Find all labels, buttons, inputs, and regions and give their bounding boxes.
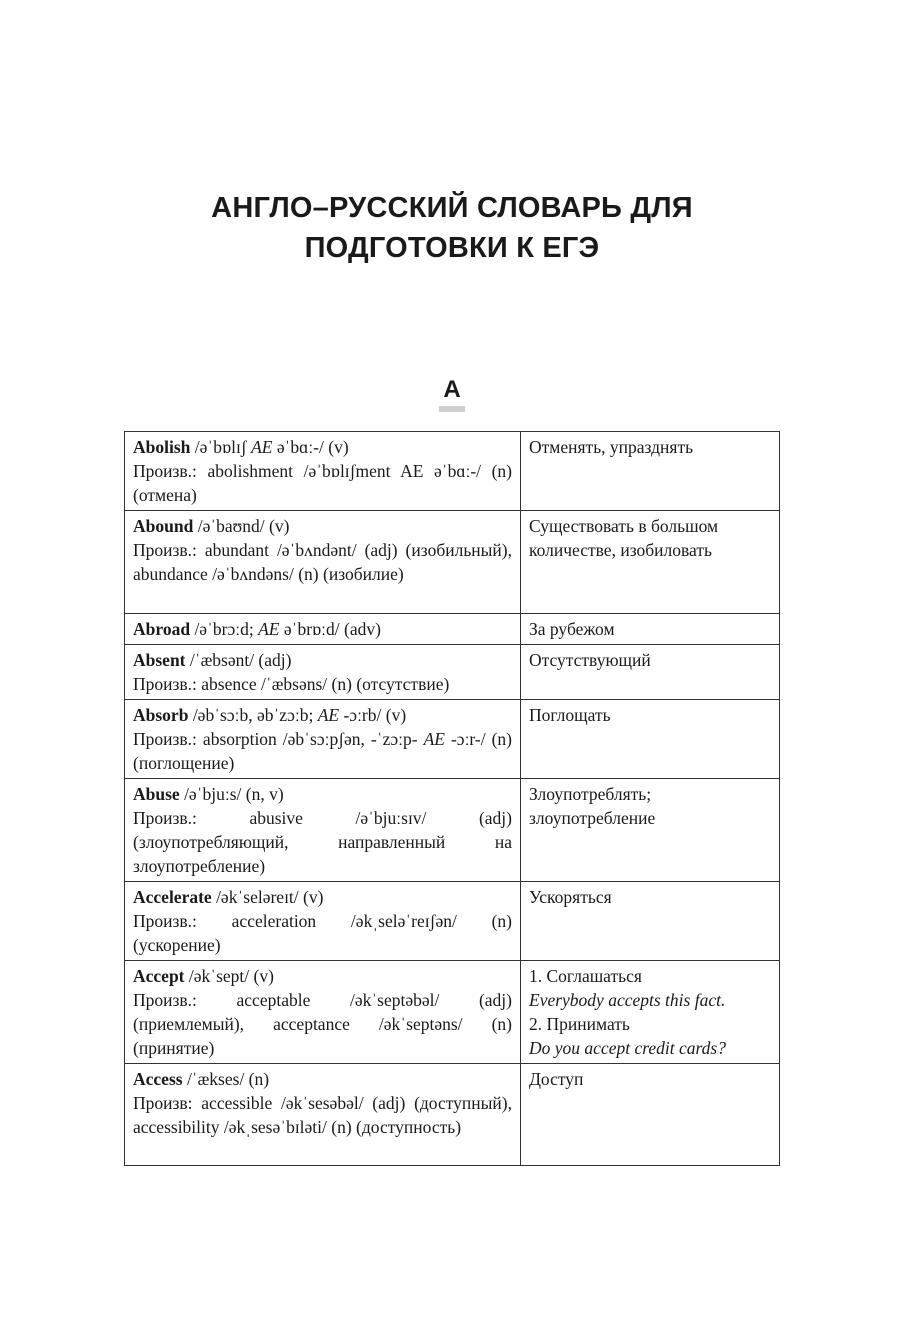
derived-forms [133,727,512,775]
pronunciation: /əˈbjuːs/ (n, v) [179,784,284,804]
table-row [125,614,780,645]
translation-cell [521,779,780,882]
headword: Accept [133,966,185,986]
page-title-line-2: ПОДГОТОВКИ К ЕГЭ [304,232,600,264]
pronunciation-ae: əˈbrɒːd/ (adv) [279,619,381,639]
entry-cell [125,432,521,511]
table-row [125,645,780,700]
pronunciation: /əbˈsɔːb, əbˈzɔːb; [188,705,318,725]
pronunciation: /əkˈsept/ (v) [184,966,274,986]
entry-cell [125,779,521,882]
table-row [125,882,780,961]
headword: Abroad [133,619,191,639]
translation: Злоупотреблять; злоупотребление [529,784,656,828]
section-header [0,376,904,412]
translation: Отсутствующий [529,650,651,670]
headword: Abuse [133,784,180,804]
table-row [125,961,780,1064]
headword: Accelerate [133,887,212,907]
entry-cell [125,614,521,645]
translation-cell [521,614,780,645]
pronunciation: /əˈbaʊnd/ (v) [193,516,290,536]
ae-label: AE [251,437,273,457]
derived-forms: Произв.: abundant /əˈbʌndənt/ (adj) (изобильный), abundance /əˈbʌndəns/ (n) (изобилие) [133,540,512,584]
derived-forms: Произв.: abusive /əˈbjuːsɪv/ (adj) (злоупотребляющий, направленный на злоупотребление) [133,808,512,876]
table-row [125,1064,780,1166]
pronunciation-ae: -ɔːrb/ (v) [339,705,407,725]
headword: Absent [133,650,186,670]
ae-label: AE [317,705,340,725]
table-row [125,511,780,614]
translation: Доступ [529,1069,584,1089]
entry-cell [125,1064,521,1166]
translation-cell [521,700,780,779]
page-title-line-1: АНГЛО–РУССКИЙ СЛОВАРЬ ДЛЯ [211,192,693,224]
translation-cell [521,432,780,511]
translation: 2. Принимать [529,1014,630,1034]
section-letter: A [439,376,464,412]
derived-forms: Произв.: acceptable /əkˈseptəbəl/ (adj) (приемлемый), acceptance /əkˈseptəns/ (n) (принятие) [133,990,512,1058]
table-row [125,432,780,511]
pronunciation: /ˈæbsənt/ (adj) [185,650,292,670]
entry-cell [125,511,521,614]
translation: Поглощать [529,705,611,725]
translation-cell [521,961,780,1064]
translation: Отменять, упразднять [529,437,694,457]
translation-cell [521,882,780,961]
entry-cell [125,961,521,1064]
translation-cell [521,511,780,614]
translation: Существовать в большом количестве, изобиловать [529,516,719,560]
table-row [125,779,780,882]
translation-cell [521,645,780,700]
pronunciation: /ˈækses/ (n) [182,1069,270,1089]
headword: Abound [133,516,194,536]
derived-forms-part: Произв.: absorption /əbˈsɔːpʃən, -ˈzɔːp- [133,729,424,749]
ae-label: AE [423,729,445,749]
pronunciation: /əˈbrɔːd; [190,619,259,639]
translation: 1. Соглашаться [529,966,642,986]
translation-cell [521,1064,780,1166]
headword: Access [133,1069,183,1089]
headword: Absorb [133,705,189,725]
translation: За рубежом [529,619,615,639]
pronunciation: /əˈbɒlɪʃ [190,437,252,457]
example-sentence: Everybody accepts this fact. [529,990,726,1010]
entry-cell [125,882,521,961]
example-sentence: Do you accept credit cards? [529,1038,726,1058]
derived-forms: Произв.: abolishment /əˈbɒlɪʃment AE əˈbɑː-/ (n) (отмена) [133,461,512,505]
pronunciation-ae: əˈbɑː-/ (v) [272,437,349,457]
entry-cell [125,645,521,700]
derived-forms: Произв.: acceleration /əkˌseləˈreɪʃən/ (n) (ускорение) [133,911,512,955]
ae-label: AE [258,619,280,639]
derived-forms-part: -ɔːr-/ (n) (поглощение) [133,729,513,773]
translation: Ускоряться [529,887,612,907]
table-row [125,700,780,779]
headword: Abolish [133,437,191,457]
page-title [0,188,904,268]
dictionary-table [124,431,780,1166]
derived-forms: Произв: accessible /əkˈsesəbəl/ (adj) (доступный), accessibility /əkˌsesəˈbɪləti/ (n) (доступность) [133,1093,512,1137]
derived-forms: Произв.: absence /ˈæbsəns/ (n) (отсутствие) [133,674,450,694]
pronunciation: /əkˈseləreɪt/ (v) [211,887,324,907]
entry-cell [125,700,521,779]
